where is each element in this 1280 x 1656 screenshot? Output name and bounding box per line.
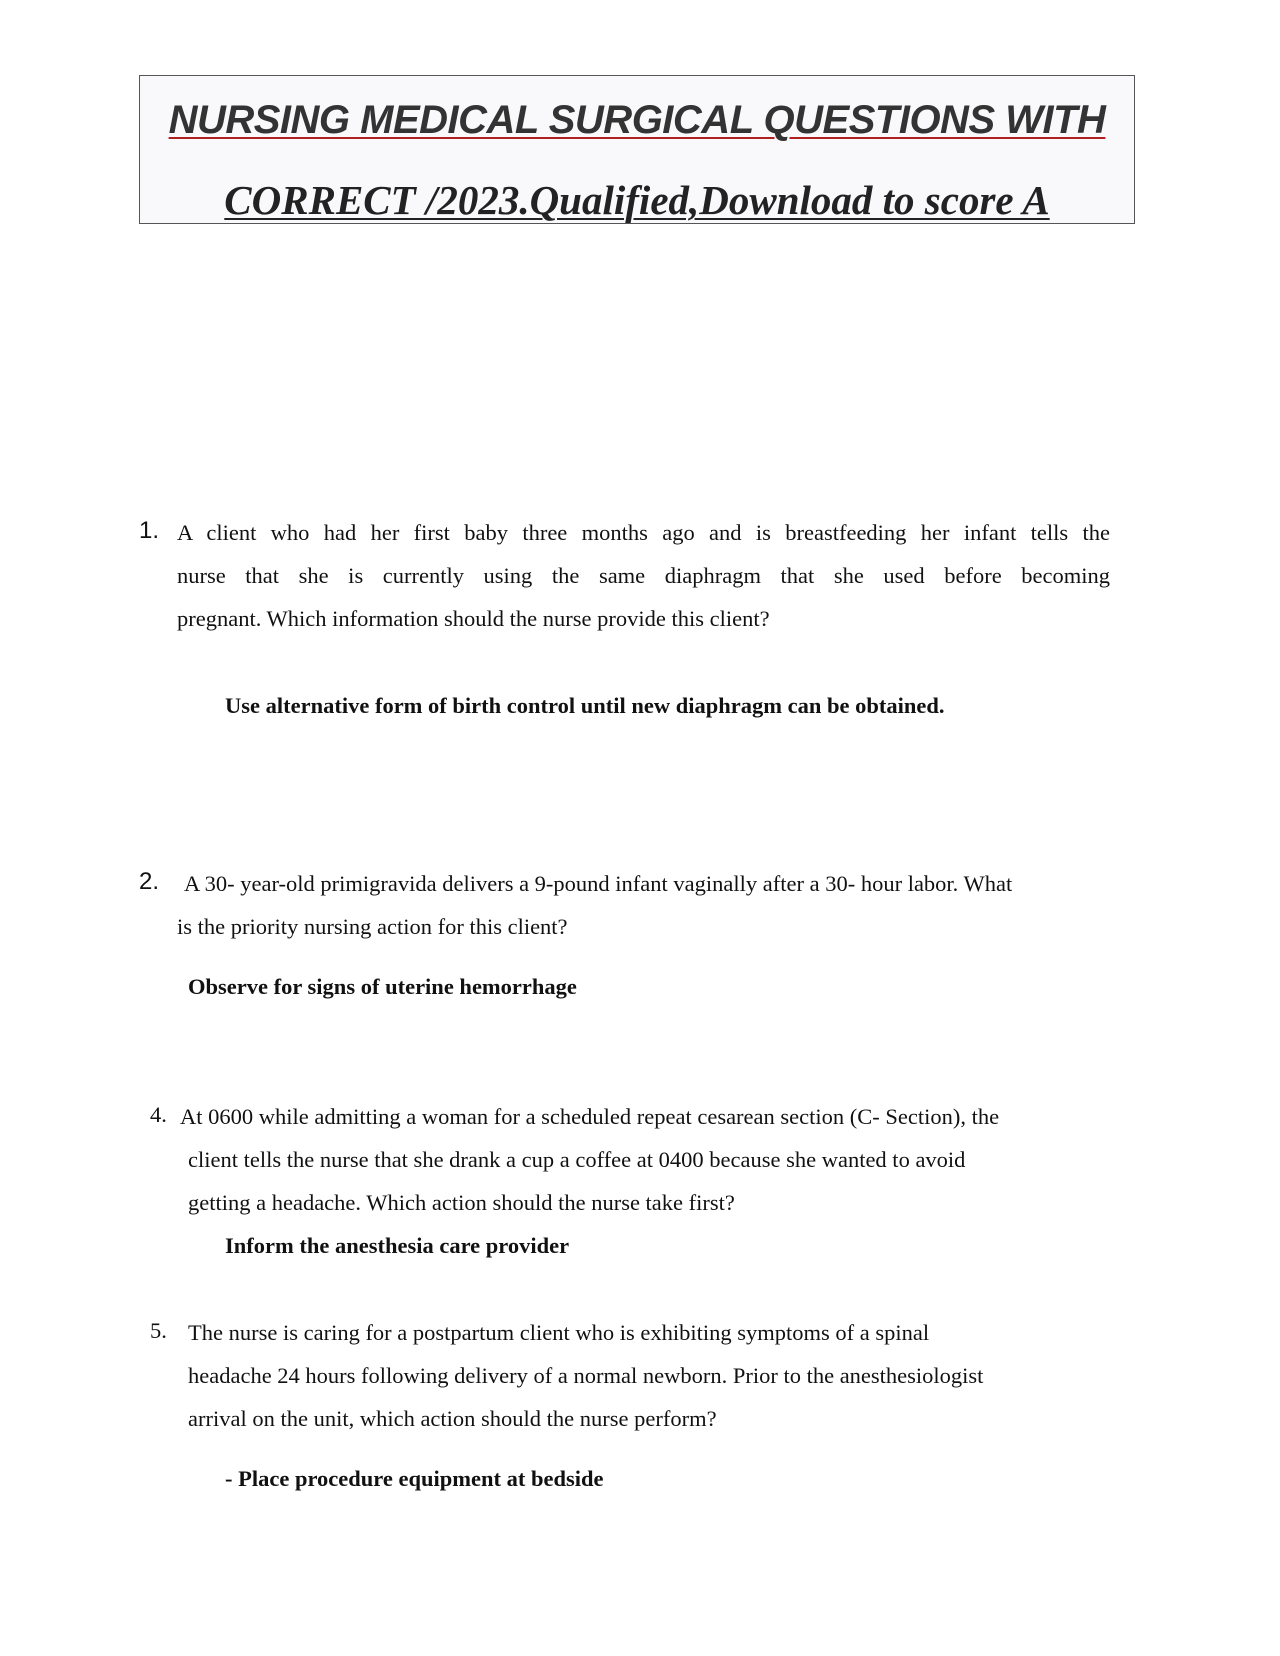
question-line: A 30- year-old primigravida delivers a 9-pound infant vaginally after a 30- hour labor. What <box>184 871 1013 896</box>
question-line: getting a headache. Which action should the nurse take first? <box>188 1190 735 1215</box>
question-line: client tells the nurse that she drank a cup a coffee at 0400 because she wanted to avoid <box>188 1147 966 1172</box>
question-line: pregnant. Which information should the nurse provide this client? <box>177 606 770 631</box>
question-2-text <box>177 862 1117 948</box>
question-1-text <box>177 511 1110 640</box>
question-line: arrival on the unit, which action should the nurse perform? <box>188 1406 717 1431</box>
question-4-number: 4. <box>150 1102 167 1127</box>
question-line: is the priority nursing action for this client? <box>177 914 568 939</box>
question-5-answer: - Place procedure equipment at bedside <box>225 1466 604 1491</box>
question-line: At 0600 while admitting a woman for a scheduled repeat cesarean section (C- Section), the <box>180 1104 1000 1129</box>
question-line: headache 24 hours following delivery of a normal newborn. Prior to the anesthesiologist <box>188 1363 984 1388</box>
document-title-line-2 <box>140 177 1134 223</box>
question-1-answer: Use alternative form of birth control until new diaphragm can be obtained. <box>225 693 945 718</box>
question-5-number: 5. <box>150 1318 167 1343</box>
question-2-number: 2. <box>139 868 160 895</box>
question-line: A client who had her first baby three months ago and is breastfeeding her infant tells the <box>177 520 1110 545</box>
question-4-answer: Inform the anesthesia care provider <box>225 1233 570 1258</box>
question-line: nurse that she is currently using the same diaphragm that she used before becoming <box>177 563 1110 588</box>
question-line: The nurse is caring for a postpartum client who is exhibiting symptoms of a spinal <box>188 1320 930 1345</box>
question-4-text <box>180 1095 1120 1224</box>
question-2-answer: Observe for signs of uterine hemorrhage <box>188 974 577 999</box>
title-part-2: QUESTIONS WITH <box>763 98 1106 142</box>
title-part-3: CORRECT /2023.Qualified,Download to score A <box>224 177 1050 223</box>
title-box <box>139 75 1135 224</box>
question-1-number: 1. <box>139 517 160 544</box>
document-title-line-1 <box>140 100 1134 140</box>
question-5-text <box>188 1311 1128 1440</box>
title-part-1: NURSING MEDICAL SURGICAL <box>168 98 764 142</box>
